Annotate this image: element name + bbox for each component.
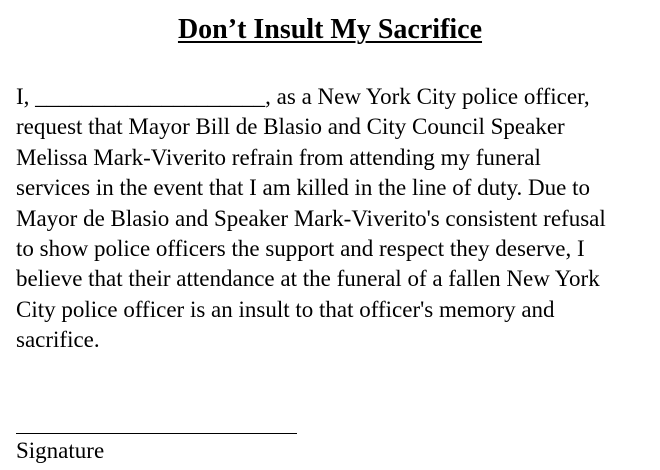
body-line: I, ____________________, as a New York City police officer, bbox=[16, 84, 590, 109]
body-line: services in the event that I am killed in the line of duty. Due to bbox=[16, 175, 590, 201]
body-line: City police officer is an insult to that officer's memory and bbox=[16, 296, 555, 322]
petition-body bbox=[16, 82, 656, 356]
body-line: to show police officers the support and respect they deserve, I bbox=[16, 236, 585, 262]
body-line: Mayor de Blasio and Speaker Mark-Viverito's consistent refusal bbox=[16, 205, 606, 231]
body-line: believe that their attendance at the funeral of a fallen New York bbox=[16, 266, 600, 292]
body-line: request that Mayor Bill de Blasio and City Council Speaker bbox=[16, 114, 565, 140]
body-line: Melissa Mark-Viverito refrain from attending my funeral bbox=[16, 144, 541, 170]
signature-line bbox=[16, 433, 297, 434]
document-title bbox=[0, 12, 660, 48]
document-title-text: Don’t Insult My Sacrifice bbox=[177, 14, 483, 45]
signature-label: Signature bbox=[16, 438, 105, 463]
body-line: sacrifice. bbox=[16, 327, 100, 353]
